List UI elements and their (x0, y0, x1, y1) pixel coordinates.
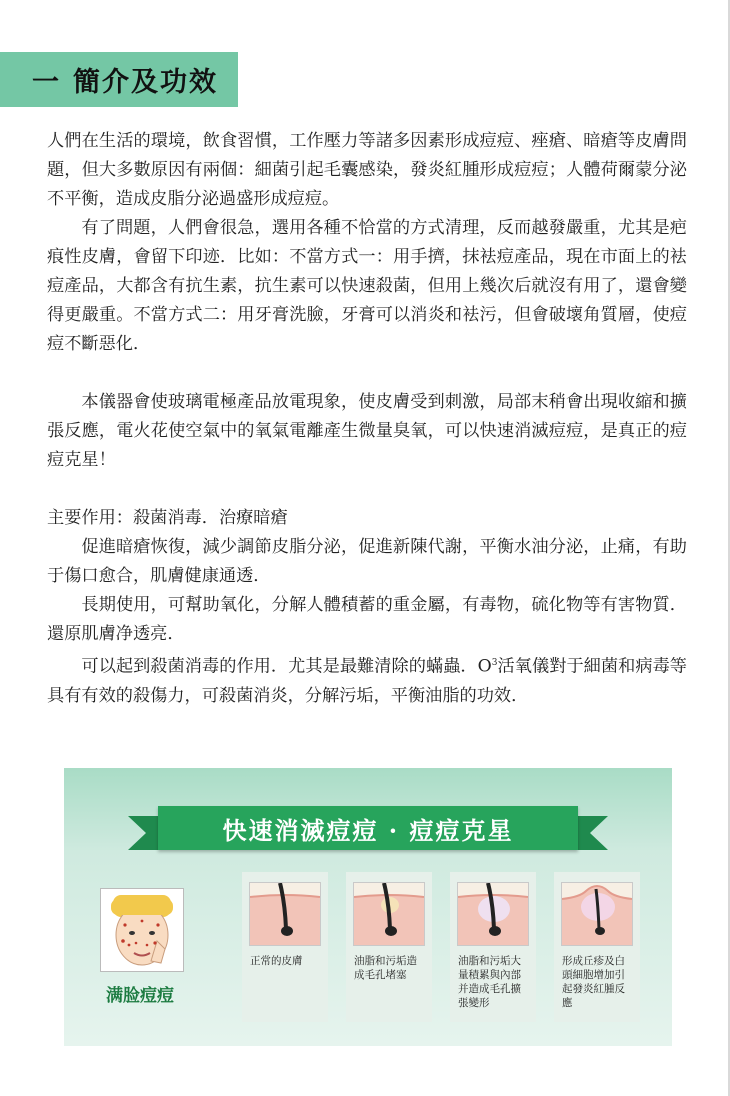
stage-caption-clogged: 油脂和污垢造成毛孔堵塞 (354, 955, 417, 981)
stage-clogged-pore (346, 872, 432, 1022)
paragraph-benefit-3-a: 可以起到殺菌消毒的作用．尤其是最難清除的蟎蟲．O (81, 656, 492, 677)
paragraph-intro: 人們在生活的環境，飲食習慣，工作壓力等諸多因素形成痘痘、痤瘡、暗瘡等皮膚問題，但大多數原因有兩個：細菌引起毛囊感染，發炎紅腫形成痘痘；人體荷爾蒙分泌不平衡，造成皮脂分泌過盛形成痘痘。 (47, 131, 687, 209)
section-header (0, 52, 238, 107)
stage-caption-normal: 正常的皮膚 (250, 955, 303, 967)
normal-skin-illustration (249, 882, 321, 946)
acne-face-illustration (100, 888, 184, 972)
clogged-pore-illustration (353, 882, 425, 946)
section-number: 一 (32, 67, 59, 98)
face-label: 满脸痘痘 (106, 986, 174, 1005)
body-text (47, 127, 687, 711)
stage-caption-enlarged: 油脂和污垢大量積累與內部并造成毛孔擴張變形 (458, 955, 521, 1009)
stage-inflamed-papule (554, 872, 640, 1022)
paragraph-problems: 有了問題，人們會很急，選用各種不恰當的方式清理，反而越發嚴重，尤其是疤痕性皮膚，會留下印迹．比如：不當方式一：用手擠，抹袪痘產品，現在市面上的袪痘產品，大都含有抗生素，抗生素可以快速殺菌，但用上幾次后就沒有用了，還會變得更嚴重。不當方式二：用牙膏洗臉，牙膏可以消炎和袪污，但會破壞角質層，使痘痘不斷惡化． (47, 218, 687, 354)
stage-normal-skin (242, 872, 328, 1022)
section-title: 簡介及功效 (73, 67, 218, 98)
paragraph-device: 本儀器會使玻璃電極產品放電現象，使皮膚受到刺激，局部末稍會出現收縮和擴張反應，電火花使空氣中的氧氣電離產生微量臭氧，可以快速消滅痘痘，是真正的痘痘克星！ (47, 392, 687, 470)
ozone-superscript: 3 (491, 658, 498, 668)
enlarged-pore-illustration (457, 882, 529, 946)
stage-caption-inflamed: 形成丘疹及白頭細胞增加引起發炎紅腫反應 (562, 955, 625, 1009)
inflamed-papule-illustration (561, 882, 633, 946)
paragraph-main-effect: 主要作用：殺菌消毒．治療暗瘡 (47, 508, 288, 528)
paragraph-benefit-3 (47, 649, 687, 711)
banner-ribbon (128, 806, 608, 858)
paragraph-benefit-2: 長期使用，可幫助氧化，分解人體積蓄的重金屬，有毒物，硫化物等有害物質．還原肌膚净透亮． (47, 595, 687, 644)
paragraph-benefit-1: 促進暗瘡恢復，減少調節皮脂分泌，促進新陳代謝，平衡水油分泌，止痛，有助于傷口愈合，肌膚健康通透． (47, 537, 687, 586)
banner-title: 快速消滅痘痘 · 痘痘克星 (158, 806, 578, 850)
paragraph-benefit-3-b: 活氧儀對于細菌和病毒等具有有效的殺傷力，可殺菌消炎，分解污垢，平衡油脂的功效． (47, 656, 687, 706)
acne-panel (64, 768, 672, 1046)
stage-enlarged-pore (450, 872, 536, 1022)
